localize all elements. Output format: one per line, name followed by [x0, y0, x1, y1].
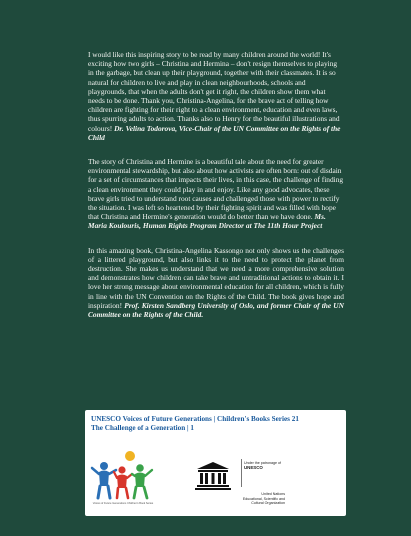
series-heading: [91, 415, 341, 433]
children-logo-icon: [90, 448, 156, 510]
endorsement-attribution: Prof. Kirsten Sandberg University of Oslo, and former Chair of the UN Committee on the Rights of the Child.: [88, 300, 344, 320]
endorsement-2: [88, 157, 344, 231]
endorsements: [88, 50, 344, 334]
endorsement-text: In this amazing book, Christina-Angelina Kassongo not only shows us the challenges of a littered playground, but also links it to the need to protect the planet from destruction. She makes us understand that we need a more comprehensive solution and demonstrates how children can take brave and untraditional actions to obtain it. I love her strong message about environmental education for all children, which is fully in line with the UN Convention on the Rights of the Child. The book gives hope and inspiration!: [88, 245, 344, 310]
series-title-line: The Challenge of a Generation | 1: [91, 424, 195, 432]
endorsement-1: [88, 50, 344, 142]
unesco-org-line: United Nations: [261, 492, 285, 496]
unesco-temple-icon: [195, 461, 231, 491]
logo-caption: Voices of Future Generations Children's Book Series: [92, 502, 154, 505]
patronage-block: [244, 461, 324, 470]
endorsement-attribution: Ms. Maria Koulouris, Human Rights Program Director at The 11th Hour Project: [88, 212, 326, 231]
endorsement-text: The story of Christina and Hermine is a beautiful tale about the need for greater environmental stewardship, but also about how activists are often born: out of disdain for a set of circumstances that impacts their lives, in this case, the challenge of finding a clean environment they could play in and enjoy. Like any good advocates, these brave girls tried to understand root causes and challenged those with power to rectify the situation. I was left so heartened by their fighting spirit and was filled with hope that Christina and Hermine's generation would do better than we have done.: [88, 157, 344, 222]
unesco-org-line: Educational, Scientific and: [242, 496, 285, 501]
series-line: UNESCO Voices of Future Generations | Children's Books Series 21: [91, 415, 299, 423]
patronage-org: UNESCO: [244, 464, 263, 470]
endorsement-text: I would like this inspiring story to be read by many children around the world! It's exciting how two girls – Christina and Hermina – don't resign themselves to playing in the garbage, but clean up their playground, together with their classmates. It is so natural for children to live and play in clean neighbourhoods, schools and playgrounds, that when the adults don't get it right, the children show them what needs to be done. Thank you, Christina-Angelina, for the brave act of telling how children are fighting for their right to a clean environment, education and even laws, thus spurring adults to action. Thanks also to Henry for the beautiful illustrations and colours!: [88, 50, 340, 133]
endorsement-3: [88, 246, 344, 320]
unesco-org-name: [201, 492, 285, 506]
patronage-label: Under the patronage of: [244, 461, 281, 465]
publisher-panel: [85, 410, 346, 516]
patronage-divider: [241, 459, 242, 487]
endorsement-attribution: Dr. Velina Todorova, Vice-Chair of the UN Committee on the Rights of the Child: [88, 123, 341, 142]
unesco-org-line: Cultural Organization: [251, 501, 285, 506]
